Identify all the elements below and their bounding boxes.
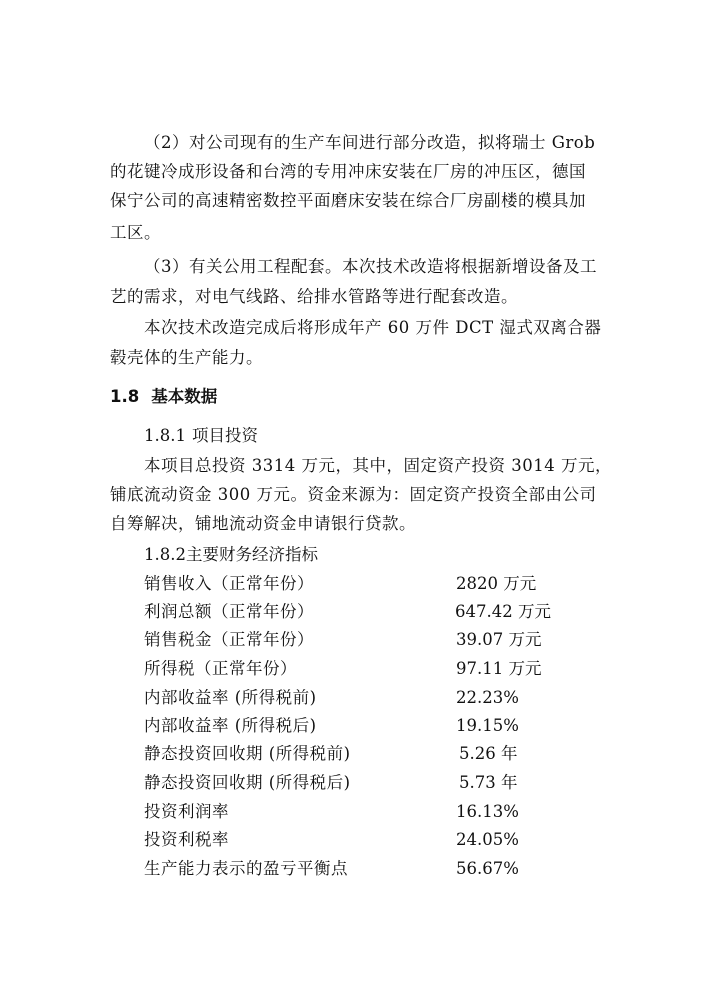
paragraph-2-line-3: 保宁公司的高速精密数控平面磨床安装在综合厂房副楼的模具加	[110, 191, 586, 210]
indicator-value: 2820 万元	[456, 574, 537, 593]
indicator-value: 5.26 年	[459, 744, 518, 763]
paragraph-2-line-1: （2）对公司现有的生产车间进行部分改造，拟将瑞士 Grob	[144, 133, 596, 152]
paragraph-3-line-2: 艺的需求，对电气线路、给排水管路等进行配套改造。	[110, 287, 518, 306]
indicator-row	[144, 657, 584, 681]
indicator-row	[144, 742, 584, 766]
indicator-row	[144, 800, 584, 824]
investment-line-1: 本项目总投资 3314 万元，其中，固定资产投资 3014 万元，	[144, 456, 612, 475]
indicator-value: 647.42 万元	[455, 602, 551, 621]
subsection-1-title: 项目投资	[191, 426, 258, 445]
indicator-value: 22.23%	[456, 688, 519, 707]
indicator-row	[144, 572, 584, 596]
section-title: 基本数据	[151, 387, 218, 406]
indicator-row	[144, 628, 584, 652]
section-heading	[110, 385, 217, 409]
indicator-label: 静态投资回收期 (所得税前)	[144, 744, 351, 763]
indicator-label: 利润总额（正常年份）	[144, 602, 314, 621]
paragraph-2-line-2: 的花键冷成形设备和台湾的专用冲床安装在厂房的冲压区，德国	[110, 162, 586, 181]
indicator-row	[144, 771, 584, 795]
paragraph-3-line-1: （3）有关公用工程配套。本次技术改造将根据新增设备及工	[144, 257, 597, 276]
indicator-row	[144, 857, 584, 881]
paragraph-2-line-4: 工区。	[110, 223, 161, 242]
paragraph-4-line-2: 毂壳体的生产能力。	[110, 348, 263, 367]
indicator-label: 静态投资回收期 (所得税后)	[144, 773, 351, 792]
indicator-row	[144, 714, 584, 738]
indicator-label: 投资利税率	[144, 830, 229, 849]
indicator-row	[144, 600, 584, 624]
paragraph-4-line-1: 本次技术改造完成后将形成年产 60 万件 DCT 湿式双离合器	[144, 318, 602, 337]
section-number: 1.8	[110, 387, 140, 406]
investment-line-3: 自筹解决，铺地流动资金申请银行贷款。	[110, 514, 416, 533]
indicator-value: 24.05%	[456, 830, 519, 849]
indicator-label: 销售税金（正常年份）	[144, 630, 314, 649]
indicator-value: 16.13%	[456, 802, 519, 821]
investment-line-2: 铺底流动资金 300 万元。资金来源为：固定资产投资全部由公司	[110, 485, 597, 504]
indicator-label: 所得税（正常年份）	[144, 659, 297, 678]
indicator-label: 内部收益率 (所得税前)	[144, 688, 317, 707]
indicator-row	[144, 686, 584, 710]
indicator-label: 销售收入（正常年份）	[144, 574, 314, 593]
subsection-1-number: 1.8.1	[144, 426, 186, 445]
indicator-label: 投资利润率	[144, 802, 229, 821]
indicator-label: 生产能力表示的盈亏平衡点	[144, 859, 348, 878]
indicator-label: 内部收益率 (所得税后)	[144, 716, 317, 735]
indicator-value: 5.73 年	[459, 773, 518, 792]
indicator-value: 97.11 万元	[456, 659, 542, 678]
indicator-row	[144, 828, 584, 852]
subsection-2-number: 1.8.2	[144, 545, 186, 564]
subsection-2-heading	[144, 543, 318, 567]
indicator-value: 19.15%	[456, 716, 519, 735]
indicator-value: 39.07 万元	[456, 630, 542, 649]
indicator-value: 56.67%	[456, 859, 519, 878]
subsection-2-title: 主要财务经济指标	[185, 545, 318, 564]
subsection-1-heading	[144, 424, 258, 448]
